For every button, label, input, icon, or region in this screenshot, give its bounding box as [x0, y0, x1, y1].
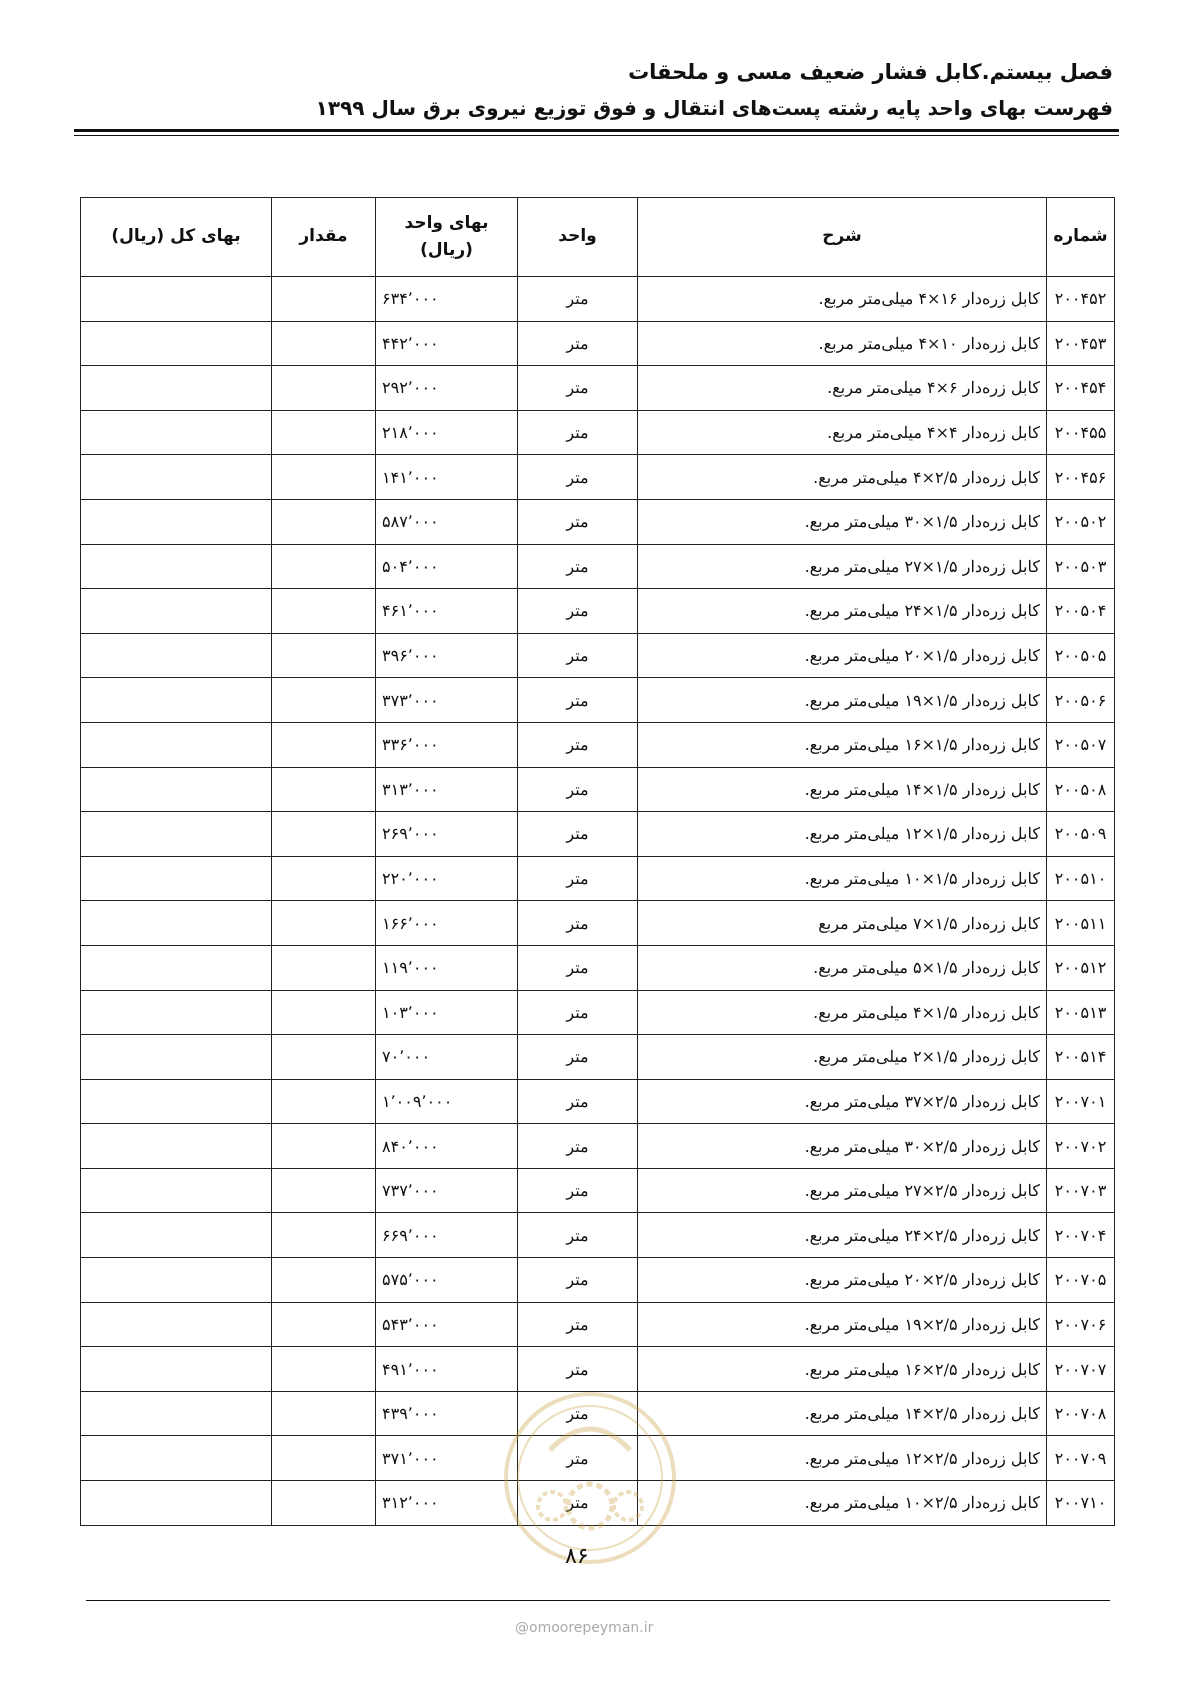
cell-quantity	[272, 1391, 376, 1436]
cell-number: ۲۰۰۵۱۳	[1047, 990, 1115, 1035]
cell-total-price	[81, 1258, 272, 1303]
cell-total-price	[81, 277, 272, 322]
cell-unit: متر	[518, 856, 638, 901]
cell-description: کابل زره‌دار ۱/۵×۳۰ میلی‌متر مربع.	[638, 499, 1047, 544]
cell-quantity	[272, 1302, 376, 1347]
cell-unit-price: ۲۹۲٬۰۰۰	[376, 366, 518, 411]
cell-unit: متر	[518, 1035, 638, 1080]
cell-total-price	[81, 589, 272, 634]
table-row	[81, 455, 1115, 500]
table-row	[81, 678, 1115, 723]
cell-total-price	[81, 1391, 272, 1436]
cell-total-price	[81, 366, 272, 411]
header-unit-price	[376, 198, 518, 277]
table-row	[81, 544, 1115, 589]
cell-unit-price: ۲۱۸٬۰۰۰	[376, 410, 518, 455]
cell-total-price	[81, 544, 272, 589]
cell-quantity	[272, 544, 376, 589]
cell-description: کابل زره‌دار ۲/۵×۴ میلی‌متر مربع.	[638, 455, 1047, 500]
cell-unit: متر	[518, 277, 638, 322]
cell-number: ۲۰۰۵۰۸	[1047, 767, 1115, 812]
cell-description: کابل زره‌دار ۱/۵×۲۷ میلی‌متر مربع.	[638, 544, 1047, 589]
cell-description: کابل زره‌دار ۱/۵×۱۶ میلی‌متر مربع.	[638, 722, 1047, 767]
cell-description: کابل زره‌دار ۱۶×۴ میلی‌متر مربع.	[638, 277, 1047, 322]
cell-unit-price: ۷۰٬۰۰۰	[376, 1035, 518, 1080]
cell-unit-price: ۳۳۶٬۰۰۰	[376, 722, 518, 767]
cell-unit: متر	[518, 1168, 638, 1213]
cell-quantity	[272, 455, 376, 500]
cell-unit: متر	[518, 366, 638, 411]
cell-quantity	[272, 589, 376, 634]
cell-unit-price: ۵۷۵٬۰۰۰	[376, 1258, 518, 1303]
cell-number: ۲۰۰۴۵۵	[1047, 410, 1115, 455]
cell-total-price	[81, 1481, 272, 1526]
chapter-title: فصل بیستم.کابل فشار ضعیف مسی و ملحقات	[628, 60, 1113, 84]
cell-total-price	[81, 321, 272, 366]
cell-number: ۲۰۰۵۰۲	[1047, 499, 1115, 544]
cell-unit-price: ۲۶۹٬۰۰۰	[376, 812, 518, 857]
cell-unit: متر	[518, 321, 638, 366]
cell-description: کابل زره‌دار ۱/۵×۱۹ میلی‌متر مربع.	[638, 678, 1047, 723]
cell-unit-price: ۳۹۶٬۰۰۰	[376, 633, 518, 678]
table-row	[81, 945, 1115, 990]
table-row	[81, 410, 1115, 455]
cell-quantity	[272, 901, 376, 946]
cell-description: کابل زره‌دار ۱/۵×۱۰ میلی‌متر مربع.	[638, 856, 1047, 901]
cell-number: ۲۰۰۴۵۳	[1047, 321, 1115, 366]
cell-quantity	[272, 277, 376, 322]
cell-unit: متر	[518, 945, 638, 990]
table-row	[81, 767, 1115, 812]
cell-unit-price: ۳۱۲٬۰۰۰	[376, 1481, 518, 1526]
cell-quantity	[272, 722, 376, 767]
cell-total-price	[81, 1347, 272, 1392]
cell-number: ۲۰۰۷۰۷	[1047, 1347, 1115, 1392]
cell-total-price	[81, 678, 272, 723]
cell-unit-price: ۵۴۳٬۰۰۰	[376, 1302, 518, 1347]
cell-number: ۲۰۰۵۱۱	[1047, 901, 1115, 946]
cell-unit-price: ۸۴۰٬۰۰۰	[376, 1124, 518, 1169]
table-row	[81, 1213, 1115, 1258]
cell-unit-price: ۱۶۶٬۰۰۰	[376, 901, 518, 946]
cell-description: کابل زره‌دار ۲/۵×۱۹ میلی‌متر مربع.	[638, 1302, 1047, 1347]
header-rule-thick	[74, 129, 1119, 132]
cell-unit-price: ۶۶۹٬۰۰۰	[376, 1213, 518, 1258]
cell-description: کابل زره‌دار ۲/۵×۳۰ میلی‌متر مربع.	[638, 1124, 1047, 1169]
cell-quantity	[272, 321, 376, 366]
cell-total-price	[81, 455, 272, 500]
cell-quantity	[272, 1035, 376, 1080]
cell-description: کابل زره‌دار ۱/۵×۵ میلی‌متر مربع.	[638, 945, 1047, 990]
cell-description: کابل زره‌دار ۱/۵×۲۴ میلی‌متر مربع.	[638, 589, 1047, 634]
table-header-row	[81, 198, 1115, 277]
cell-unit: متر	[518, 1481, 638, 1526]
cell-unit-price: ۳۱۳٬۰۰۰	[376, 767, 518, 812]
cell-number: ۲۰۰۴۵۶	[1047, 455, 1115, 500]
cell-description: کابل زره‌دار ۲/۵×۱۴ میلی‌متر مربع.	[638, 1391, 1047, 1436]
cell-unit: متر	[518, 990, 638, 1035]
cell-number: ۲۰۰۵۱۲	[1047, 945, 1115, 990]
cell-unit-price: ۱۰۳٬۰۰۰	[376, 990, 518, 1035]
header-total-price: بهای کل (ریال)	[81, 198, 272, 277]
cell-total-price	[81, 1035, 272, 1080]
header-unit-price-line1: بهای واحد	[404, 212, 489, 233]
table-row	[81, 1168, 1115, 1213]
header-unit: واحد	[518, 198, 638, 277]
cell-number: ۲۰۰۵۰۴	[1047, 589, 1115, 634]
cell-unit-price: ۱۴۱٬۰۰۰	[376, 455, 518, 500]
cell-number: ۲۰۰۷۱۰	[1047, 1481, 1115, 1526]
cell-number: ۲۰۰۷۰۲	[1047, 1124, 1115, 1169]
cell-number: ۲۰۰۷۰۸	[1047, 1391, 1115, 1436]
header-description: شرح	[638, 198, 1047, 277]
cell-unit: متر	[518, 544, 638, 589]
cell-quantity	[272, 1168, 376, 1213]
cell-unit: متر	[518, 499, 638, 544]
cell-description: کابل زره‌دار ۴×۴ میلی‌متر مربع.	[638, 410, 1047, 455]
header-rule-thin	[74, 135, 1119, 136]
cell-unit-price: ۳۷۳٬۰۰۰	[376, 678, 518, 723]
cell-number: ۲۰۰۵۱۴	[1047, 1035, 1115, 1080]
cell-description: کابل زره‌دار ۱/۵×۲۰ میلی‌متر مربع.	[638, 633, 1047, 678]
header-unit-price-line2: (ریال)	[420, 240, 473, 260]
cell-number: ۲۰۰۷۰۶	[1047, 1302, 1115, 1347]
cell-total-price	[81, 1168, 272, 1213]
cell-number: ۲۰۰۷۰۱	[1047, 1079, 1115, 1124]
table-row	[81, 633, 1115, 678]
cell-total-price	[81, 1079, 272, 1124]
cell-total-price	[81, 1213, 272, 1258]
cell-unit-price: ۱۱۹٬۰۰۰	[376, 945, 518, 990]
cell-quantity	[272, 856, 376, 901]
cell-number: ۲۰۰۵۰۷	[1047, 722, 1115, 767]
cell-number: ۲۰۰۷۰۳	[1047, 1168, 1115, 1213]
cell-quantity	[272, 633, 376, 678]
website-watermark: @omoorepeyman.ir	[515, 1620, 654, 1636]
cell-total-price	[81, 901, 272, 946]
cell-quantity	[272, 410, 376, 455]
cell-unit-price: ۵۰۴٬۰۰۰	[376, 544, 518, 589]
cell-total-price	[81, 812, 272, 857]
cell-unit: متر	[518, 1302, 638, 1347]
table-row	[81, 901, 1115, 946]
table-row	[81, 722, 1115, 767]
cell-unit: متر	[518, 1213, 638, 1258]
cell-description: کابل زره‌دار ۲/۵×۲۴ میلی‌متر مربع.	[638, 1213, 1047, 1258]
cell-number: ۲۰۰۷۰۹	[1047, 1436, 1115, 1481]
table-row	[81, 1035, 1115, 1080]
cell-description: کابل زره‌دار ۱/۵×۲ میلی‌متر مربع.	[638, 1035, 1047, 1080]
cell-description: کابل زره‌دار ۱۰×۴ میلی‌متر مربع.	[638, 321, 1047, 366]
cell-total-price	[81, 410, 272, 455]
cell-unit: متر	[518, 678, 638, 723]
cell-unit-price: ۷۳۷٬۰۰۰	[376, 1168, 518, 1213]
table-row	[81, 499, 1115, 544]
cell-total-price	[81, 856, 272, 901]
publisher-seal-watermark	[500, 1388, 680, 1568]
cell-description: کابل زره‌دار ۶×۴ میلی‌متر مربع.	[638, 366, 1047, 411]
cell-number: ۲۰۰۵۰۹	[1047, 812, 1115, 857]
cell-quantity	[272, 812, 376, 857]
cell-quantity	[272, 1258, 376, 1303]
price-list-table	[80, 197, 1115, 1526]
cell-quantity	[272, 1436, 376, 1481]
cell-number: ۲۰۰۵۰۵	[1047, 633, 1115, 678]
cell-quantity	[272, 366, 376, 411]
cell-number: ۲۰۰۵۰۶	[1047, 678, 1115, 723]
cell-number: ۲۰۰۷۰۵	[1047, 1258, 1115, 1303]
cell-number: ۲۰۰۵۱۰	[1047, 856, 1115, 901]
cell-total-price	[81, 1302, 272, 1347]
cell-description: کابل زره‌دار ۱/۵×۱۴ میلی‌متر مربع.	[638, 767, 1047, 812]
header-quantity: مقدار	[272, 198, 376, 277]
cell-unit: متر	[518, 722, 638, 767]
cell-total-price	[81, 1436, 272, 1481]
cell-unit-price: ۱٬۰۰۹٬۰۰۰	[376, 1079, 518, 1124]
cell-quantity	[272, 990, 376, 1035]
cell-unit-price: ۴۶۱٬۰۰۰	[376, 589, 518, 634]
header-number: شماره	[1047, 198, 1115, 277]
cell-unit: متر	[518, 1258, 638, 1303]
cell-description: کابل زره‌دار ۱/۵×۱۲ میلی‌متر مربع.	[638, 812, 1047, 857]
cell-unit: متر	[518, 455, 638, 500]
cell-unit: متر	[518, 1124, 638, 1169]
cell-unit: متر	[518, 1079, 638, 1124]
table-row	[81, 1347, 1115, 1392]
cell-unit: متر	[518, 812, 638, 857]
cell-unit-price: ۴۳۹٬۰۰۰	[376, 1391, 518, 1436]
cell-unit-price: ۲۲۰٬۰۰۰	[376, 856, 518, 901]
page-number: ۸۶	[565, 1544, 589, 1569]
cell-total-price	[81, 722, 272, 767]
cell-unit: متر	[518, 410, 638, 455]
cell-quantity	[272, 945, 376, 990]
cell-unit-price: ۳۷۱٬۰۰۰	[376, 1436, 518, 1481]
cell-quantity	[272, 1481, 376, 1526]
table-row	[81, 1302, 1115, 1347]
table-row	[81, 321, 1115, 366]
cell-total-price	[81, 633, 272, 678]
cell-unit: متر	[518, 633, 638, 678]
cell-unit: متر	[518, 1436, 638, 1481]
cell-quantity	[272, 1213, 376, 1258]
footer-rule	[86, 1600, 1110, 1601]
cell-description: کابل زره‌دار ۲/۵×۱۲ میلی‌متر مربع.	[638, 1436, 1047, 1481]
cell-total-price	[81, 1124, 272, 1169]
cell-unit-price: ۴۹۱٬۰۰۰	[376, 1347, 518, 1392]
cell-number: ۲۰۰۴۵۲	[1047, 277, 1115, 322]
table-row	[81, 990, 1115, 1035]
cell-unit: متر	[518, 901, 638, 946]
cell-quantity	[272, 1347, 376, 1392]
cell-description: کابل زره‌دار ۲/۵×۱۶ میلی‌متر مربع.	[638, 1347, 1047, 1392]
cell-unit: متر	[518, 1391, 638, 1436]
cell-description: کابل زره‌دار ۲/۵×۲۰ میلی‌متر مربع.	[638, 1258, 1047, 1303]
cell-total-price	[81, 945, 272, 990]
cell-total-price	[81, 767, 272, 812]
table-row	[81, 1079, 1115, 1124]
table-row	[81, 1124, 1115, 1169]
cell-quantity	[272, 767, 376, 812]
cell-number: ۲۰۰۵۰۳	[1047, 544, 1115, 589]
cell-quantity	[272, 678, 376, 723]
cell-quantity	[272, 499, 376, 544]
cell-description: کابل زره‌دار ۱/۵×۷ میلی‌متر مربع	[638, 901, 1047, 946]
cell-description: کابل زره‌دار ۲/۵×۱۰ میلی‌متر مربع.	[638, 1481, 1047, 1526]
table-row	[81, 1258, 1115, 1303]
cell-quantity	[272, 1124, 376, 1169]
cell-description: کابل زره‌دار ۲/۵×۳۷ میلی‌متر مربع.	[638, 1079, 1047, 1124]
cell-number: ۲۰۰۴۵۴	[1047, 366, 1115, 411]
table-row	[81, 589, 1115, 634]
cell-number: ۲۰۰۷۰۴	[1047, 1213, 1115, 1258]
table-row	[81, 277, 1115, 322]
table-row	[81, 856, 1115, 901]
cell-total-price	[81, 499, 272, 544]
cell-unit-price: ۶۳۴٬۰۰۰	[376, 277, 518, 322]
document-title: فهرست بهای واحد پایه رشته پست‌های انتقال و فوق توزیع نیروی برق سال ۱۳۹۹	[315, 96, 1113, 120]
cell-total-price	[81, 990, 272, 1035]
cell-unit: متر	[518, 1347, 638, 1392]
table-row	[81, 812, 1115, 857]
cell-quantity	[272, 1079, 376, 1124]
cell-description: کابل زره‌دار ۲/۵×۲۷ میلی‌متر مربع.	[638, 1168, 1047, 1213]
cell-unit-price: ۴۴۲٬۰۰۰	[376, 321, 518, 366]
cell-unit-price: ۵۸۷٬۰۰۰	[376, 499, 518, 544]
table-row	[81, 366, 1115, 411]
cell-unit: متر	[518, 767, 638, 812]
cell-unit: متر	[518, 589, 638, 634]
cell-description: کابل زره‌دار ۱/۵×۴ میلی‌متر مربع.	[638, 990, 1047, 1035]
